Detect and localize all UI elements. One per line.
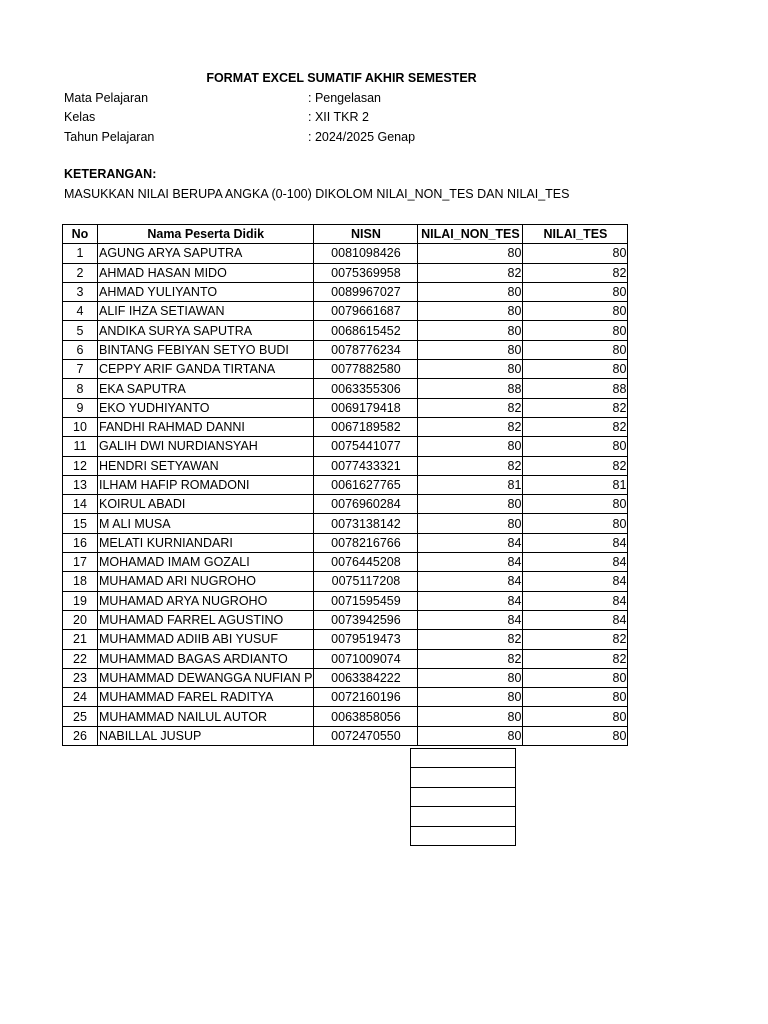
cell-no: 6 [63,340,98,359]
cell-nilai-tes[interactable]: 84 [523,553,628,572]
table-row [63,379,628,398]
cell-nisn: 0089967027 [314,282,418,301]
cell-nilai-non-tes[interactable]: 82 [418,263,523,282]
table-row [63,321,628,340]
cell-nilai-non-tes[interactable]: 80 [418,495,523,514]
cell-nisn: 0063858056 [314,707,418,726]
cell-nilai-tes[interactable]: 84 [523,610,628,629]
cell-nilai-non-tes[interactable]: 80 [418,340,523,359]
cell-student-name: KOIRUL ABADI [98,495,314,514]
cell-student-name: GALIH DWI NURDIANSYAH [98,437,314,456]
cell-nilai-non-tes[interactable]: 84 [418,572,523,591]
table-row [63,417,628,436]
cell-nisn: 0079661687 [314,302,418,321]
cell-nilai-non-tes[interactable]: 82 [418,417,523,436]
cell-no: 22 [63,649,98,668]
cell-nisn: 0071009074 [314,649,418,668]
meta-value: : 2024/2025 Genap [308,130,416,144]
table-row [63,688,628,707]
cell-nilai-tes[interactable]: 80 [523,321,628,340]
cell-nisn: 0075369958 [314,263,418,282]
header-no: No [63,225,98,244]
table-row [63,456,628,475]
document-title: FORMAT EXCEL SUMATIF AKHIR SEMESTER [206,71,477,85]
table-header-row [63,225,628,244]
cell-no: 18 [63,572,98,591]
cell-nilai-non-tes[interactable]: 80 [418,514,523,533]
table-row [63,591,628,610]
cell-student-name: HENDRI SETYAWAN [98,456,314,475]
cell-student-name: MUHAMAD ARI NUGROHO [98,572,314,591]
table-row [63,726,628,745]
cell-nilai-tes[interactable]: 80 [523,437,628,456]
cell-student-name: MUHAMMAD BAGAS ARDIANTO [98,649,314,668]
table-row [63,340,628,359]
cell-no: 10 [63,417,98,436]
cell-student-name: CEPPY ARIF GANDA TIRTANA [98,360,314,379]
cell-student-name: MELATI KURNIANDARI [98,533,314,552]
cell-nilai-non-tes[interactable]: 80 [418,668,523,687]
cell-nilai-tes[interactable]: 81 [523,475,628,494]
empty-input-cell[interactable] [410,768,516,787]
cell-nilai-tes[interactable]: 84 [523,572,628,591]
cell-nilai-tes[interactable]: 84 [523,533,628,552]
cell-nilai-non-tes[interactable]: 80 [418,321,523,340]
cell-nilai-tes[interactable]: 80 [523,514,628,533]
header-nilai-non-tes: NILAI_NON_TES [418,225,523,244]
cell-nisn: 0077882580 [314,360,418,379]
table-row [63,649,628,668]
table-row [63,553,628,572]
table-row [63,668,628,687]
cell-nilai-non-tes[interactable]: 80 [418,726,523,745]
table-row [63,302,628,321]
cell-no: 7 [63,360,98,379]
cell-no: 15 [63,514,98,533]
cell-nilai-tes[interactable]: 80 [523,282,628,301]
cell-student-name: MUHAMMAD ADIIB ABI YUSUF [98,630,314,649]
cell-no: 26 [63,726,98,745]
table-row [63,475,628,494]
cell-nilai-non-tes[interactable]: 84 [418,591,523,610]
cell-nilai-tes[interactable]: 84 [523,591,628,610]
table-row [63,572,628,591]
table-row [63,707,628,726]
cell-student-name: EKO YUDHIYANTO [98,398,314,417]
cell-nilai-tes[interactable]: 82 [523,649,628,668]
empty-input-cell[interactable] [410,748,516,768]
table-row [63,398,628,417]
table-row [63,514,628,533]
cell-student-name: MOHAMAD IMAM GOZALI [98,553,314,572]
cell-nilai-non-tes[interactable]: 80 [418,244,523,263]
cell-student-name: MUHAMMAD DEWANGGA NUFIAN P [98,668,314,687]
empty-input-cell[interactable] [410,788,516,807]
empty-input-cell[interactable] [410,807,516,826]
cell-no: 19 [63,591,98,610]
cell-student-name: MUHAMAD ARYA NUGROHO [98,591,314,610]
cell-no: 13 [63,475,98,494]
note-text: MASUKKAN NILAI BERUPA ANGKA (0-100) DIKOLOM NILAI_NON_TES DAN NILAI_TES [64,187,570,201]
table-row [63,610,628,629]
cell-no: 20 [63,610,98,629]
empty-nilai-cells [410,748,516,846]
cell-nisn: 0068615452 [314,321,418,340]
cell-nilai-tes[interactable]: 82 [523,456,628,475]
table-row [63,437,628,456]
cell-nisn: 0063355306 [314,379,418,398]
cell-nilai-non-tes[interactable]: 80 [418,688,523,707]
cell-nilai-tes[interactable]: 80 [523,495,628,514]
cell-nilai-tes[interactable]: 80 [523,688,628,707]
cell-no: 4 [63,302,98,321]
cell-student-name: AHMAD HASAN MIDO [98,263,314,282]
cell-no: 5 [63,321,98,340]
cell-no: 12 [63,456,98,475]
cell-nilai-non-tes[interactable]: 80 [418,282,523,301]
cell-no: 24 [63,688,98,707]
cell-no: 23 [63,668,98,687]
cell-nilai-non-tes[interactable]: 82 [418,630,523,649]
meta-label: Kelas [64,110,96,124]
cell-no: 9 [63,398,98,417]
cell-nilai-tes[interactable]: 80 [523,668,628,687]
cell-nilai-non-tes[interactable]: 80 [418,360,523,379]
cell-student-name: AGUNG ARYA SAPUTRA [98,244,314,263]
cell-nilai-tes[interactable]: 82 [523,417,628,436]
table-row [63,244,628,263]
cell-nilai-tes[interactable]: 80 [523,244,628,263]
cell-student-name: NABILLAL JUSUP [98,726,314,745]
cell-nisn: 0079519473 [314,630,418,649]
cell-no: 2 [63,263,98,282]
cell-student-name: BINTANG FEBIYAN SETYO BUDI [98,340,314,359]
cell-nisn: 0072470550 [314,726,418,745]
header-nisn: NISN [314,225,418,244]
header-name: Nama Peserta Didik [98,225,314,244]
cell-nisn: 0069179418 [314,398,418,417]
cell-no: 3 [63,282,98,301]
cell-nisn: 0078776234 [314,340,418,359]
cell-no: 8 [63,379,98,398]
meta-label: Mata Pelajaran [64,91,149,105]
cell-no: 21 [63,630,98,649]
header-nilai-tes: NILAI_TES [523,225,628,244]
empty-input-cell[interactable] [410,827,516,846]
cell-nilai-non-tes[interactable]: 80 [418,437,523,456]
cell-nilai-non-tes[interactable]: 80 [418,707,523,726]
table-row [63,630,628,649]
cell-nilai-tes[interactable]: 80 [523,360,628,379]
table-row [63,533,628,552]
cell-nisn: 0075441077 [314,437,418,456]
cell-student-name: MUHAMMAD FAREL RADITYA [98,688,314,707]
cell-nilai-tes[interactable]: 82 [523,263,628,282]
cell-nilai-non-tes[interactable]: 84 [418,533,523,552]
cell-nisn: 0063384222 [314,668,418,687]
cell-nisn: 0067189582 [314,417,418,436]
table-row [63,282,628,301]
cell-student-name: MUHAMMAD NAILUL AUTOR [98,707,314,726]
note-heading: KETERANGAN: [64,167,157,181]
cell-nisn: 0073942596 [314,610,418,629]
cell-nisn: 0076445208 [314,553,418,572]
cell-no: 16 [63,533,98,552]
cell-no: 25 [63,707,98,726]
meta-value: : Pengelasan [308,91,381,105]
cell-nilai-non-tes[interactable]: 80 [418,302,523,321]
cell-nisn: 0078216766 [314,533,418,552]
cell-nilai-tes[interactable]: 80 [523,302,628,321]
cell-nisn: 0077433321 [314,456,418,475]
cell-no: 1 [63,244,98,263]
table-row [63,495,628,514]
cell-nilai-tes[interactable]: 82 [523,630,628,649]
cell-student-name: EKA SAPUTRA [98,379,314,398]
cell-nilai-non-tes[interactable]: 82 [418,398,523,417]
cell-no: 14 [63,495,98,514]
cell-nisn: 0073138142 [314,514,418,533]
cell-student-name: AHMAD YULIYANTO [98,282,314,301]
cell-nilai-tes[interactable]: 80 [523,726,628,745]
cell-no: 11 [63,437,98,456]
cell-nilai-tes[interactable]: 80 [523,707,628,726]
cell-nilai-non-tes[interactable]: 81 [418,475,523,494]
cell-nilai-non-tes[interactable]: 84 [418,610,523,629]
cell-student-name: ALIF IHZA SETIAWAN [98,302,314,321]
cell-nilai-non-tes[interactable]: 82 [418,649,523,668]
meta-value: : XII TKR 2 [308,110,369,124]
cell-nilai-non-tes[interactable]: 82 [418,456,523,475]
cell-nisn: 0061627765 [314,475,418,494]
student-grade-table [62,224,628,746]
cell-student-name: ILHAM HAFIP ROMADONI [98,475,314,494]
table-body [63,244,628,746]
cell-no: 17 [63,553,98,572]
table-row [63,263,628,282]
cell-nilai-non-tes[interactable]: 88 [418,379,523,398]
meta-label: Tahun Pelajaran [64,130,155,144]
cell-nilai-non-tes[interactable]: 84 [418,553,523,572]
cell-nisn: 0075117208 [314,572,418,591]
table-row [63,360,628,379]
cell-nisn: 0081098426 [314,244,418,263]
cell-student-name: ANDIKA SURYA SAPUTRA [98,321,314,340]
cell-nisn: 0071595459 [314,591,418,610]
cell-student-name: FANDHI RAHMAD DANNI [98,417,314,436]
cell-nisn: 0072160196 [314,688,418,707]
cell-nilai-tes[interactable]: 88 [523,379,628,398]
cell-student-name: MUHAMAD FARREL AGUSTINO [98,610,314,629]
cell-nilai-tes[interactable]: 80 [523,340,628,359]
cell-nilai-tes[interactable]: 82 [523,398,628,417]
cell-nisn: 0076960284 [314,495,418,514]
cell-student-name: M ALI MUSA [98,514,314,533]
